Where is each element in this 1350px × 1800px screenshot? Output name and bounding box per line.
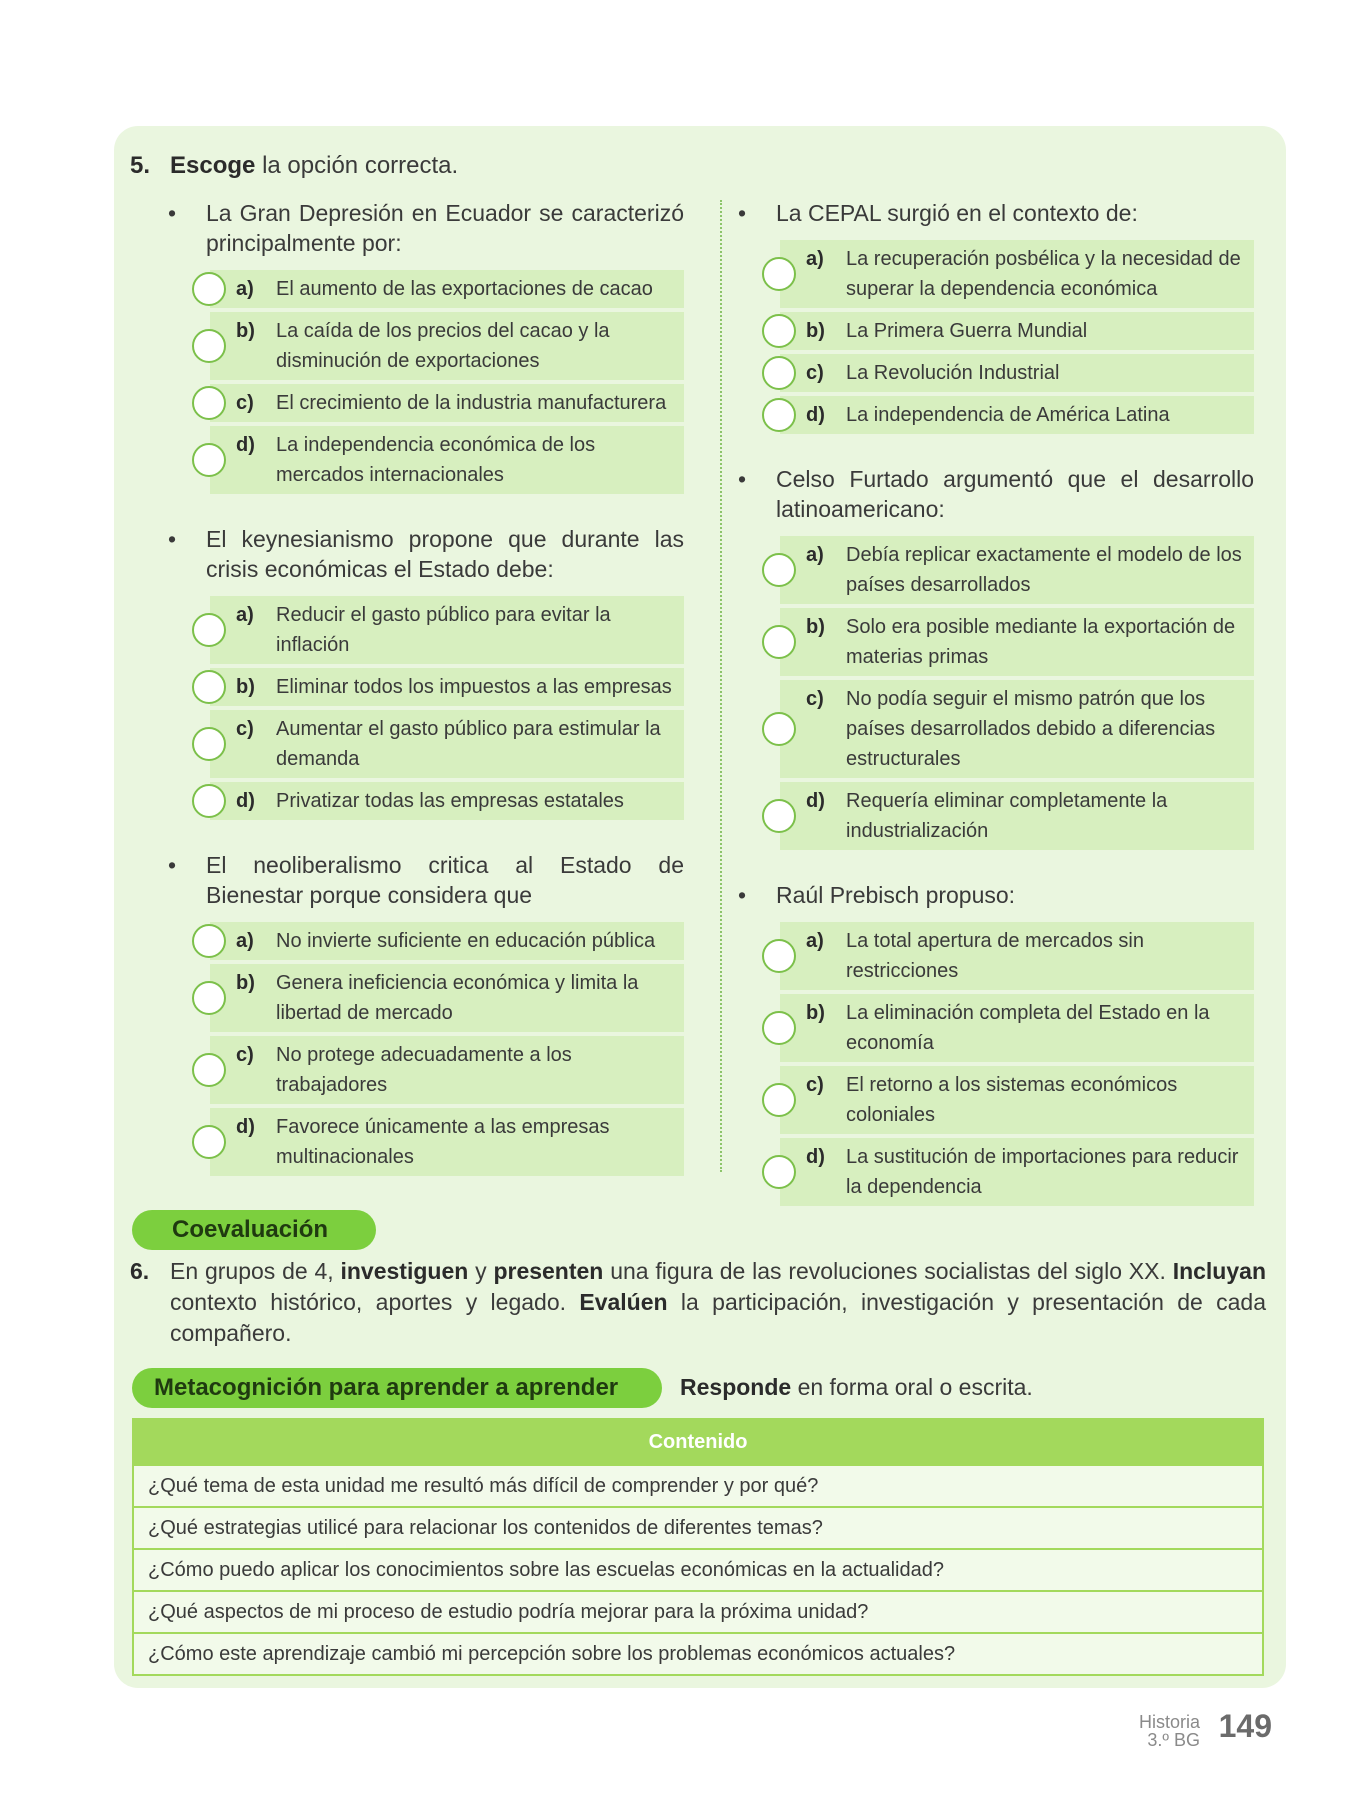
option-letter: d) <box>806 1146 825 1168</box>
question-stem: • El neoliberalismo critica al Estado de Bienestar porque considera que <box>164 850 684 910</box>
option-letter: a) <box>806 248 824 270</box>
radio-circle-icon[interactable] <box>192 272 226 306</box>
option-text: Reducir el gasto público para evitar la inflación <box>276 604 611 656</box>
answer-option[interactable] <box>210 270 684 308</box>
question-6-text: En grupos de 4, investiguen y presenten una figura de las revoluciones socialistas del siglo XX. Incluyan contexto histórico, aportes y legado. Evalúen la participación, investigación y presentación de cada compañero. <box>170 1258 1266 1346</box>
option-letter: b) <box>236 972 255 994</box>
radio-circle-icon[interactable] <box>762 625 796 659</box>
answer-option[interactable] <box>780 354 1254 392</box>
radio-circle-icon[interactable] <box>192 784 226 818</box>
answer-option[interactable] <box>780 680 1254 778</box>
option-text: No invierte suficiente en educación pública <box>276 930 656 952</box>
option-text: La Revolución Industrial <box>846 362 1060 384</box>
radio-circle-icon[interactable] <box>762 553 796 587</box>
radio-circle-icon[interactable] <box>762 1155 796 1189</box>
option-text: El retorno a los sistemas económicos coloniales <box>846 1074 1178 1126</box>
option-text: Favorece únicamente a las empresas multinacionales <box>276 1116 610 1168</box>
radio-circle-icon[interactable] <box>192 386 226 420</box>
option-text: Aumentar el gasto público para estimular la demanda <box>276 718 661 770</box>
column-divider <box>720 200 722 1172</box>
answer-option[interactable] <box>210 710 684 778</box>
option-letter: b) <box>806 1002 825 1024</box>
radio-circle-icon[interactable] <box>192 1125 226 1159</box>
bullet-icon: • <box>168 526 177 552</box>
answer-option[interactable] <box>780 240 1254 308</box>
radio-circle-icon[interactable] <box>192 613 226 647</box>
bullet-icon: • <box>168 200 177 226</box>
radio-circle-icon[interactable] <box>192 981 226 1015</box>
answer-option[interactable] <box>210 668 684 706</box>
answer-option[interactable] <box>780 608 1254 676</box>
table-row: ¿Qué tema de esta unidad me resultó más difícil de comprender y por qué? <box>133 1465 1263 1507</box>
option-text: La sustitución de importaciones para reducir la dependencia <box>846 1146 1239 1198</box>
answer-option[interactable] <box>780 994 1254 1062</box>
radio-circle-icon[interactable] <box>762 939 796 973</box>
radio-circle-icon[interactable] <box>762 356 796 390</box>
bullet-icon: • <box>738 882 747 908</box>
option-letter: b) <box>236 676 255 698</box>
question-block <box>164 198 684 494</box>
option-letter: d) <box>236 790 255 812</box>
question-instruction: la opción correcta. <box>255 152 459 179</box>
option-letter: a) <box>806 544 824 566</box>
answer-option[interactable] <box>210 964 684 1032</box>
answer-option[interactable] <box>780 536 1254 604</box>
question-stem: • Raúl Prebisch propuso: <box>734 880 1254 910</box>
question-stem: • La Gran Depresión en Ecuador se caracterizó principalmente por: <box>164 198 684 258</box>
table-header: Contenido <box>133 1419 1263 1465</box>
radio-circle-icon[interactable] <box>192 670 226 704</box>
question-6 <box>130 1256 1266 1349</box>
bullet-icon: • <box>738 466 747 492</box>
option-letter: c) <box>236 718 254 740</box>
right-column <box>734 198 1254 1236</box>
radio-circle-icon[interactable] <box>762 799 796 833</box>
option-letter: a) <box>236 930 254 952</box>
option-letter: c) <box>806 362 824 384</box>
answer-option[interactable] <box>210 596 684 664</box>
answer-option[interactable] <box>210 426 684 494</box>
question-stem: • Celso Furtado argumentó que el desarrollo latinoamericano: <box>734 464 1254 524</box>
option-letter: a) <box>806 930 824 952</box>
footer-subject: Historia 3.º BG <box>1138 1712 1200 1750</box>
reflection-table <box>132 1418 1264 1676</box>
question-verb: Escoge <box>170 152 256 179</box>
option-text: La recuperación posbélica y la necesidad de superar la dependencia económica <box>846 248 1241 300</box>
bullet-icon: • <box>168 852 177 878</box>
option-text: La Primera Guerra Mundial <box>846 320 1088 342</box>
answer-option[interactable] <box>780 782 1254 850</box>
question-block <box>164 524 684 820</box>
option-text: Genera ineficiencia económica y limita la libertad de mercado <box>276 972 639 1024</box>
option-text: Debía replicar exactamente el modelo de los países desarrollados <box>846 544 1242 596</box>
option-letter: b) <box>806 616 825 638</box>
option-letter: d) <box>806 790 825 812</box>
table-row: ¿Cómo puedo aplicar los conocimientos sobre las escuelas económicas en la actualidad? <box>133 1549 1263 1591</box>
table-row: ¿Cómo este aprendizaje cambió mi percepción sobre los problemas económicos actuales? <box>133 1633 1263 1675</box>
metacognicion-label: Metacognición para aprender a aprender <box>132 1368 662 1408</box>
option-text: El aumento de las exportaciones de cacao <box>276 278 653 300</box>
option-letter: c) <box>806 1074 824 1096</box>
radio-circle-icon[interactable] <box>762 1011 796 1045</box>
option-letter: d) <box>236 434 255 456</box>
bullet-icon: • <box>738 200 747 226</box>
radio-circle-icon[interactable] <box>192 727 226 761</box>
option-text: La independencia de América Latina <box>846 404 1170 426</box>
option-text: El crecimiento de la industria manufacturera <box>276 392 667 414</box>
option-letter: b) <box>806 320 825 342</box>
question-stem: • La CEPAL surgió en el contexto de: <box>734 198 1254 228</box>
option-text: Eliminar todos los impuestos a las empresas <box>276 676 672 698</box>
answer-option[interactable] <box>210 1036 684 1104</box>
option-text: La independencia económica de los mercados internacionales <box>276 434 596 486</box>
responde-instruction: Responde en forma oral o escrita. <box>680 1374 1033 1400</box>
answer-option[interactable] <box>780 1066 1254 1134</box>
radio-circle-icon[interactable] <box>762 398 796 432</box>
option-text: Privatizar todas las empresas estatales <box>276 790 624 812</box>
option-letter: c) <box>806 688 824 710</box>
question-stem: • El keynesianismo propone que durante las crisis económicas el Estado debe: <box>164 524 684 584</box>
coevaluacion-label: Coevaluación <box>132 1210 376 1250</box>
radio-circle-icon[interactable] <box>192 443 226 477</box>
left-column <box>164 198 684 1206</box>
answer-option[interactable] <box>210 1108 684 1176</box>
question-block <box>734 880 1254 1206</box>
radio-circle-icon[interactable] <box>192 1053 226 1087</box>
option-letter: a) <box>236 278 254 300</box>
option-letter: d) <box>806 404 825 426</box>
option-text: La total apertura de mercados sin restricciones <box>846 930 1144 982</box>
question-5-heading <box>130 152 458 180</box>
option-text: La eliminación completa del Estado en la economía <box>846 1002 1210 1054</box>
question-number: 5. <box>130 152 151 179</box>
question-block <box>734 198 1254 434</box>
option-letter: b) <box>236 320 255 342</box>
question-number: 6. <box>130 1258 150 1284</box>
radio-circle-icon[interactable] <box>192 329 226 363</box>
option-text: Solo era posible mediante la exportación de materias primas <box>846 616 1236 668</box>
table-row: ¿Qué aspectos de mi proceso de estudio podría mejorar para la próxima unidad? <box>133 1591 1263 1633</box>
option-letter: c) <box>236 392 254 414</box>
option-text: La caída de los precios del cacao y la disminución de exportaciones <box>276 320 610 372</box>
option-text: Requería eliminar completamente la industrialización <box>846 790 1168 842</box>
option-letter: a) <box>236 604 254 626</box>
answer-option[interactable] <box>780 1138 1254 1206</box>
option-letter: c) <box>236 1044 254 1066</box>
answer-option[interactable] <box>210 782 684 820</box>
option-letter: d) <box>236 1116 255 1138</box>
radio-circle-icon[interactable] <box>762 257 796 291</box>
radio-circle-icon[interactable] <box>762 1083 796 1117</box>
option-text: No protege adecuadamente a los trabajadores <box>276 1044 572 1096</box>
table-row: ¿Qué estrategias utilicé para relacionar los contenidos de diferentes temas? <box>133 1507 1263 1549</box>
answer-option[interactable] <box>210 384 684 422</box>
answer-option[interactable] <box>210 922 684 960</box>
page-number: 149 <box>1218 1708 1272 1744</box>
answer-option[interactable] <box>780 922 1254 990</box>
radio-circle-icon[interactable] <box>192 924 226 958</box>
question-block <box>164 850 684 1176</box>
radio-circle-icon[interactable] <box>762 712 796 746</box>
answer-option[interactable] <box>780 312 1254 350</box>
question-block <box>734 464 1254 850</box>
answer-option[interactable] <box>780 396 1254 434</box>
answer-option[interactable] <box>210 312 684 380</box>
radio-circle-icon[interactable] <box>762 314 796 348</box>
option-text: No podía seguir el mismo patrón que los países desarrollados debido a diferencias estructurales <box>846 688 1216 770</box>
